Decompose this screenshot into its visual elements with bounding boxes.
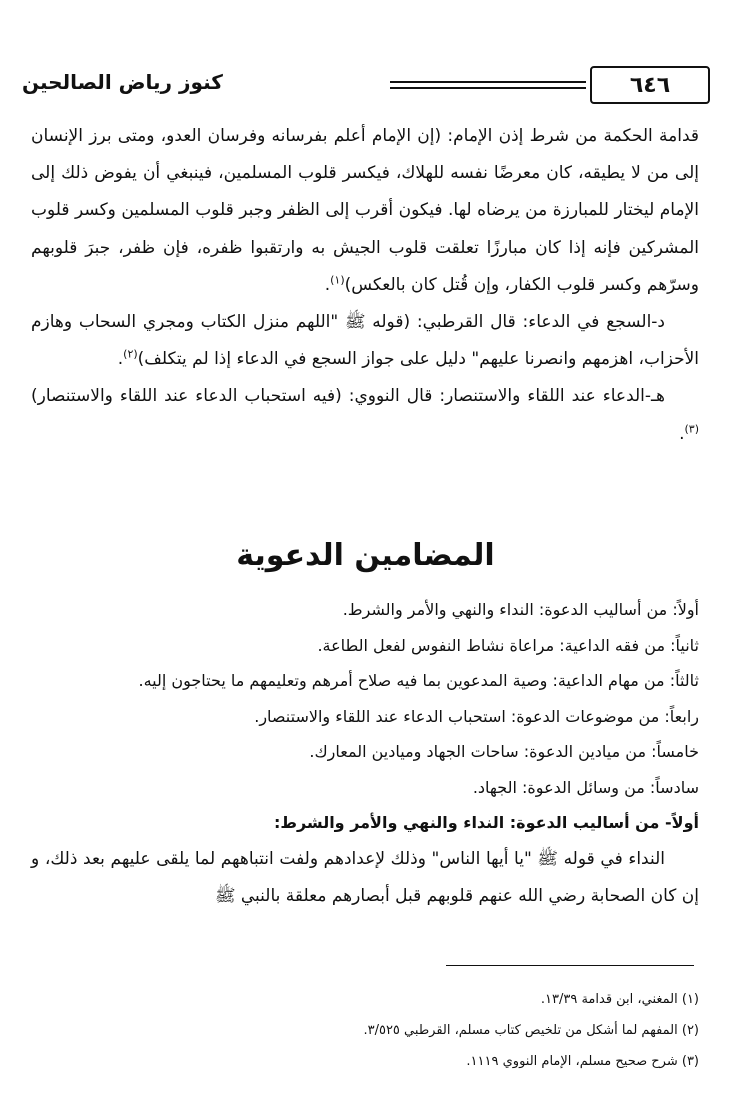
end-mark: . bbox=[679, 423, 685, 444]
footnote: (٢) المفهم لما أشكل من تلخيص كتاب مسلم، القرطبي ٣/٥٢٥. bbox=[363, 1023, 699, 1038]
section-heading: المضامين الدعوية bbox=[236, 538, 495, 573]
book-title: كنوز رياض الصالحين bbox=[22, 70, 223, 94]
paragraph-text: هـ-الدعاء عند اللقاء والاستنصار: قال النووي: (فيه استحباب الدعاء عند اللقاء والاستنصار) bbox=[31, 386, 665, 407]
list-item: رابعاً: من موضوعات الدعوة: استحباب الدعاء عند اللقاء والاستنصار. bbox=[254, 706, 699, 726]
footnote-ref: (٣) bbox=[684, 421, 699, 435]
footnote-ref: (٢) bbox=[123, 347, 138, 361]
header-rule bbox=[390, 81, 586, 89]
footnote-divider bbox=[446, 965, 694, 966]
end-mark: . bbox=[117, 349, 124, 370]
footnote: (١) المغني، ابن قدامة ١٣/٣٩. bbox=[540, 992, 699, 1007]
list-item: سادساً: من وسائل الدعوة: الجهاد. bbox=[472, 777, 699, 797]
list-item: أولاً: من أساليب الدعوة: النداء والنهي والأمر والشرط. bbox=[342, 600, 699, 619]
sub-heading: أولاً- من أساليب الدعوة: النداء والنهي والأمر والشرط: bbox=[273, 813, 699, 832]
list-item: ثانياً: من فقه الداعية: مراعاة نشاط النفوس لفعل الطاعة. bbox=[317, 635, 699, 655]
footnote-ref: (١) bbox=[330, 273, 345, 287]
footnotes bbox=[31, 984, 699, 1077]
end-mark: . bbox=[324, 274, 331, 295]
list-item: ثالثاً: من مهام الداعية: وصية المدعوين بما فيه صلاح أمرهم وتعليمهم ما يحتاجون إليه. bbox=[138, 671, 699, 690]
paragraph bbox=[31, 378, 699, 452]
paragraph bbox=[31, 118, 699, 304]
page-header bbox=[22, 62, 710, 108]
page-number: ٦٤٦ bbox=[590, 66, 710, 104]
closing-paragraph: النداء في قوله ﷺ "يا أيها الناس" وذلك لإعدادهم ولفت انتباههم لما يلقى عليهم بعد ذلك، و إن كان الصحابة رضي الله عنهم قلوبهم قبل أبصارهم معلقة بالنبي ﷺ bbox=[31, 848, 699, 906]
paragraph-text: د-السجع في الدعاء: قال القرطبي: (قوله ﷺ "اللهم منزل الكتاب ومجري السحاب وهازم الأحزاب، اهزمهم وانصرنا عليهم" دليل على جواز السجع في الدعاء إذا لم يتكلف) bbox=[31, 312, 699, 370]
paragraph bbox=[31, 304, 699, 378]
footnote: (٣) شرح صحيح مسلم، الإمام النووي ١١١٩. bbox=[466, 1054, 699, 1069]
list-item: خامساً: من ميادين الدعوة: ساحات الجهاد وميادين المعارك. bbox=[309, 742, 699, 761]
body-text bbox=[31, 118, 699, 453]
paragraph-text: قدامة الحكمة من شرط إذن الإمام: (إن الإمام أعلم بفرسانه وفرسان العدو، ومتى برز الإنسان إلى من لا يطيقه، كان معرضًا نفسه للهلاك، فيكسر قلوب المسلمين، فينبغي أن يفوض ذلك إلى الإمام ليختار للمبارزة من يرضاه لها. فيكون أقرب إلى الظفر وجبر قلوب المسلمين وكسر قلوب المشركين فإنه إذا كان مبارزًا تعلقت قلوب الجيش به وارتقبوا ظفره، فإن ظفر، جبرَ قلوبهم وسرّهم وكسر قلوب الكفار، وإن قُتل كان بالعكس) bbox=[31, 126, 699, 295]
points-list bbox=[31, 592, 699, 915]
